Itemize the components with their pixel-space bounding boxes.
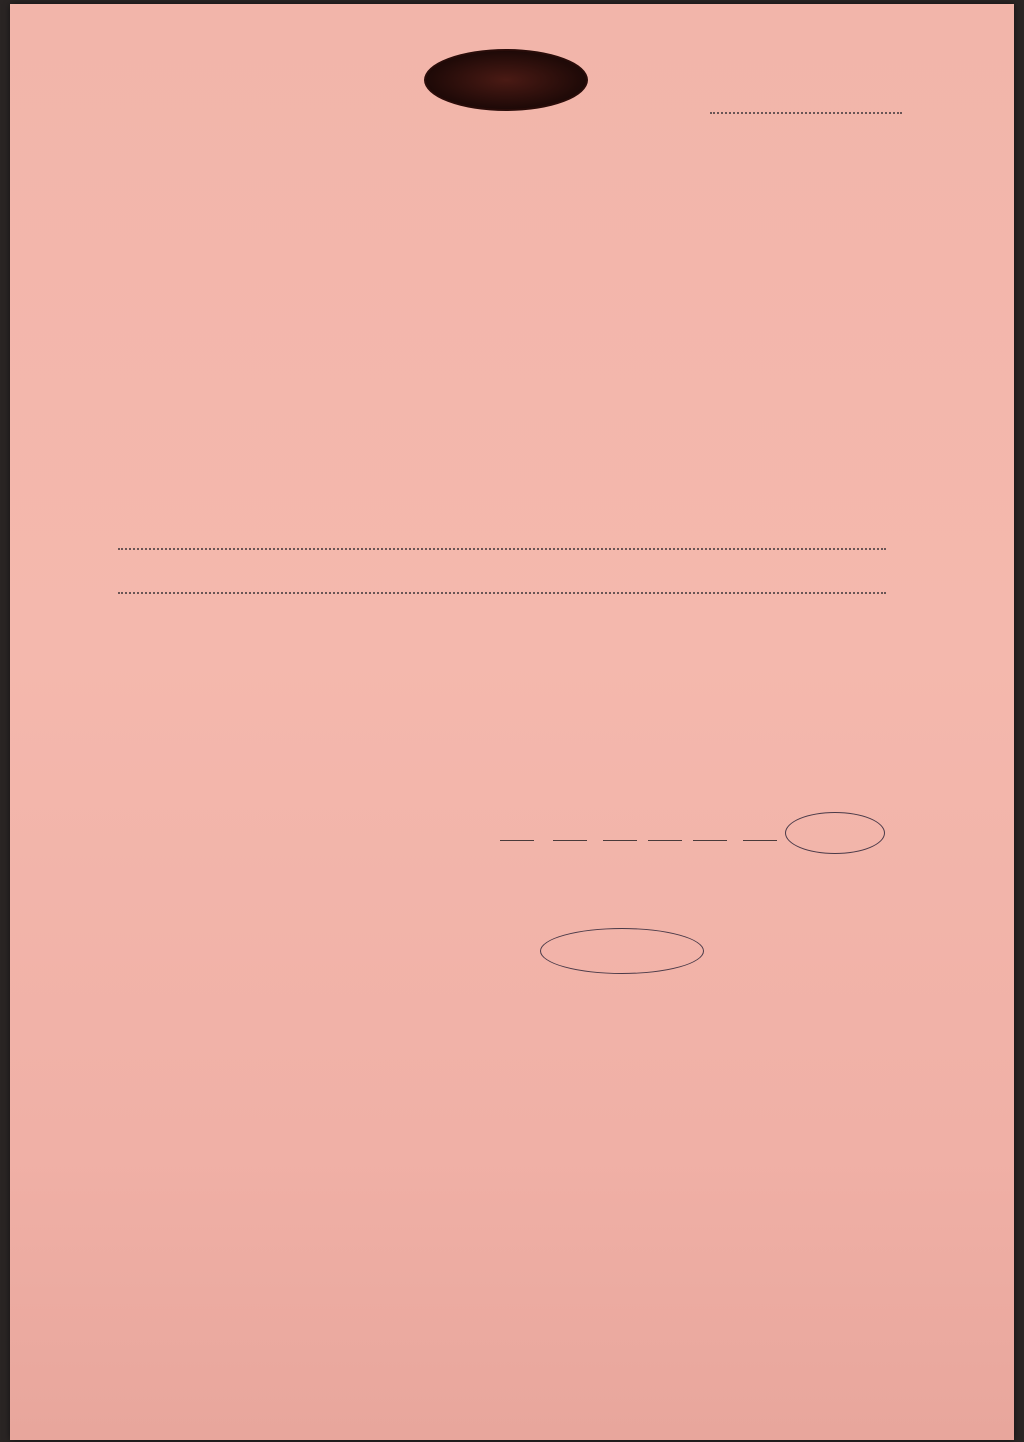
compression-value-blank-1[interactable] [500, 840, 534, 841]
compression-value-blank-5[interactable] [693, 840, 727, 841]
compression-value-blank-4[interactable] [648, 840, 682, 841]
date-field[interactable] [710, 88, 902, 114]
bike-eco-logo [424, 49, 588, 111]
compression-value-blank-3[interactable] [603, 840, 637, 841]
compression-value-blank-2[interactable] [553, 840, 587, 841]
compression-value-blank-6[interactable] [743, 840, 777, 841]
travaux-line-2[interactable] [118, 570, 886, 594]
admission-carburation-mark [540, 928, 704, 974]
control-sheet [10, 4, 1014, 1440]
travaux-line-1[interactable] [118, 526, 886, 550]
compression-non-mark [785, 812, 885, 854]
